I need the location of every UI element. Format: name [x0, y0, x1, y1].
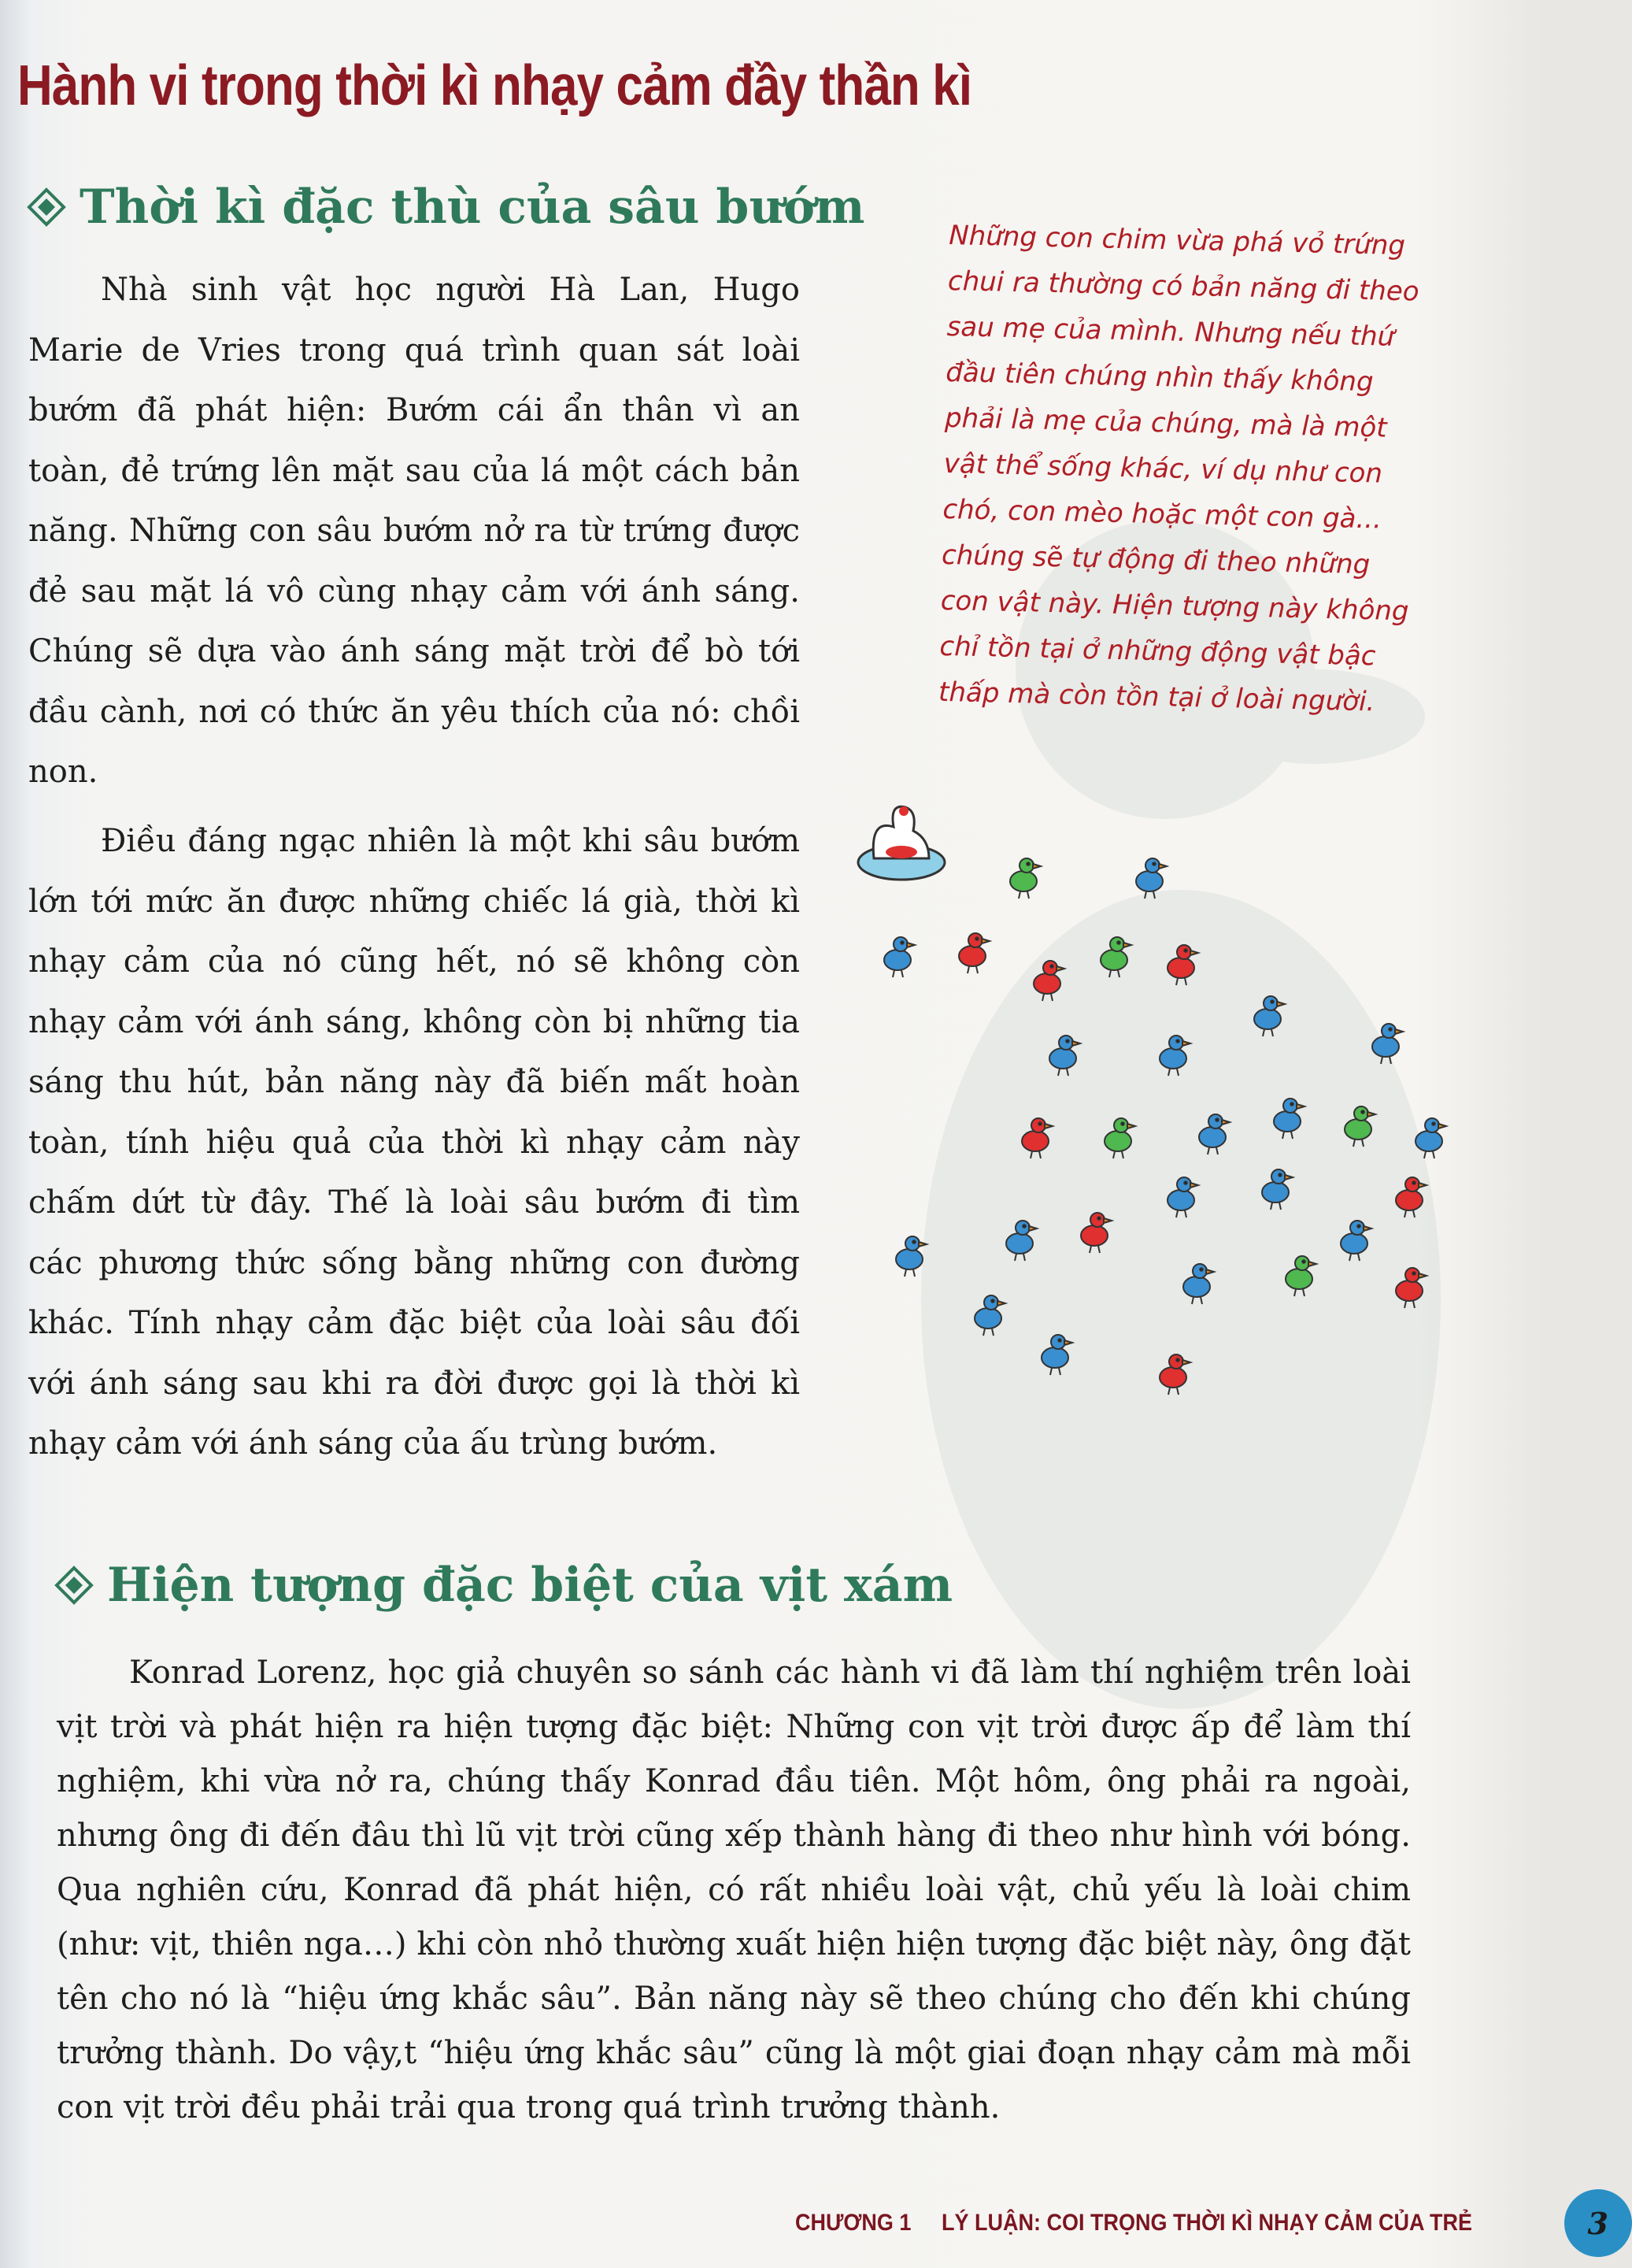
- duckling-illustration: [1160, 1354, 1190, 1395]
- duckling-illustration: [1286, 1256, 1316, 1296]
- body-paragraph-1: Nhà sinh vật học người Hà Lan, Hugo Marie de Vries trong quá trình quan sát loài bướm đã phát hiện: Bướm cái ẩn thân vì an toàn, đẻ trứng lên mặt sau của lá một cách bản năng. Những con sâu bướm nở ra từ trứng được đẻ sau mặt lá vô cùng nhạy cảm với ánh sáng. Chúng sẽ dựa vào ánh sáng mặt trời để bò tới đầu cành, nơi có thức ăn yêu thích của nó: chồi non.: [28, 272, 800, 790]
- duckling-illustration: [1006, 1221, 1037, 1261]
- footer-chapter-title: LÝ LUẬN: COI TRỌNG THỜI KÌ NHẠY CẢM CỦA TRẺ: [941, 2210, 1472, 2236]
- hen-and-ducklings-illustration: [858, 795, 1472, 1410]
- duckling-illustration: [1341, 1221, 1371, 1261]
- duckling-illustration: [1274, 1099, 1304, 1139]
- section-heading-text: Hiện tượng đặc biệt của vịt xám: [107, 1558, 953, 1613]
- page-title: Hành vi trong thời kì nhạy cảm đầy thần kì: [17, 54, 972, 117]
- duckling-illustration: [1262, 1169, 1293, 1210]
- duckling-illustration: [1372, 1024, 1403, 1064]
- section-heading-text: Thời kì đặc thù của sâu bướm: [80, 180, 865, 235]
- duckling-illustration: [1254, 996, 1285, 1036]
- duckling-illustration: [1199, 1114, 1230, 1154]
- duckling-illustration: [1136, 858, 1167, 899]
- section-heading-grey-duck: [55, 1558, 953, 1613]
- duckling-illustration: [959, 933, 990, 973]
- duckling-illustration: [1034, 961, 1064, 1001]
- duckling-illustration: [1168, 945, 1198, 985]
- duckling-illustration: [1345, 1106, 1375, 1147]
- duckling-illustration: [1105, 1118, 1135, 1158]
- diamond-bullet-icon: [28, 188, 65, 226]
- body-paragraph-3: Konrad Lorenz, học giả chuyên so sánh các hành vi đã làm thí nghiệm trên loài vịt trời và phát hiện ra hiện tượng đặc biệt: Những con vịt trời được ấp để làm thí nghiệm, khi vừa nở ra, chúng thấy Konrad đầu tiên. Một hôm, ông phải ra ngoài, nhưng ông đi đến đâu thì lũ vịt trời cũng xếp thành hàng đi theo như hình với bóng. Qua nghiên cứu, Konrad đã phát hiện, có rất nhiều loài vật, chủ yếu là loài chim (như: vịt, thiên nga…) khi còn nhỏ thường xuất hiện hiện tượng đặc biệt này, ông đặt tên cho nó là “hiệu ứng khắc sâu”. Bản năng này sẽ theo chúng cho đến khi chúng trưởng thành. Do vậy,t “hiệu ứng khắc sâu” cũng là một giai đoạn nhạy cảm mà mỗi con vịt trời đều phải trải qua trong quá trình trưởng thành.: [57, 1655, 1411, 2125]
- duckling-illustration: [1081, 1213, 1112, 1253]
- duckling-illustration: [1160, 1036, 1190, 1076]
- page-number: 3: [1564, 2189, 1632, 2257]
- duckling-illustration: [884, 937, 915, 977]
- duckling-illustration: [1049, 1036, 1080, 1076]
- duckling-illustration: [1396, 1177, 1427, 1217]
- duckling-illustration: [975, 1295, 1005, 1336]
- body-paragraph-2: Điều đáng ngạc nhiên là một khi sâu bướm lớn tới mức ăn được những chiếc lá già, thời kì nhạy cảm của nó cũng hết, nó sẽ không còn nhạy cảm với ánh sáng, không còn bị những tia sáng thu hút, bản năng này đã biến mất hoàn toàn, tính hiệu quả của thời kì nhạy cảm này chấm dứt từ đây. Thế là loài sâu bướm đi tìm các phương thức sống bằng những con đường khác. Tính nhạy cảm đặc biệt của loài sâu đối với ánh sáng sau khi ra đời được gọi là thời kì nhạy cảm với ánh sáng của ấu trùng bướm.: [28, 823, 800, 1462]
- diamond-bullet-icon: [55, 1566, 93, 1604]
- duckling-illustration: [1042, 1335, 1072, 1375]
- hen-illustration: [858, 806, 945, 880]
- duckling-illustration: [896, 1236, 927, 1277]
- duckling-illustration: [1396, 1268, 1427, 1308]
- section-heading-caterpillar: [28, 180, 865, 235]
- duckling-illustration: [1010, 858, 1041, 899]
- duckling-illustration: [1101, 937, 1131, 977]
- page-footer: [795, 2189, 1632, 2257]
- duckling-illustration: [1022, 1118, 1053, 1158]
- footer-chapter: CHƯƠNG 1: [795, 2210, 912, 2236]
- duckling-illustration: [1183, 1264, 1214, 1304]
- duckling-illustration: [1168, 1177, 1198, 1217]
- duckling-illustration: [1416, 1118, 1446, 1158]
- side-note: Những con chim vừa phá vỏ trứng chui ra thường có bản năng đi theo sau mẹ của mình. Nhưng nếu thứ đầu tiên chúng nhìn thấy không phải là mẹ của chúng, mà là một vật thể sống khác, ví dụ như con chó, con mèo hoặc một con gà... chúng sẽ tự động đi theo những con vật này. Hiện tượng này không chỉ tồn tại ở những động vật bậc thấp mà còn tồn tại ở loài người.: [938, 219, 1419, 718]
